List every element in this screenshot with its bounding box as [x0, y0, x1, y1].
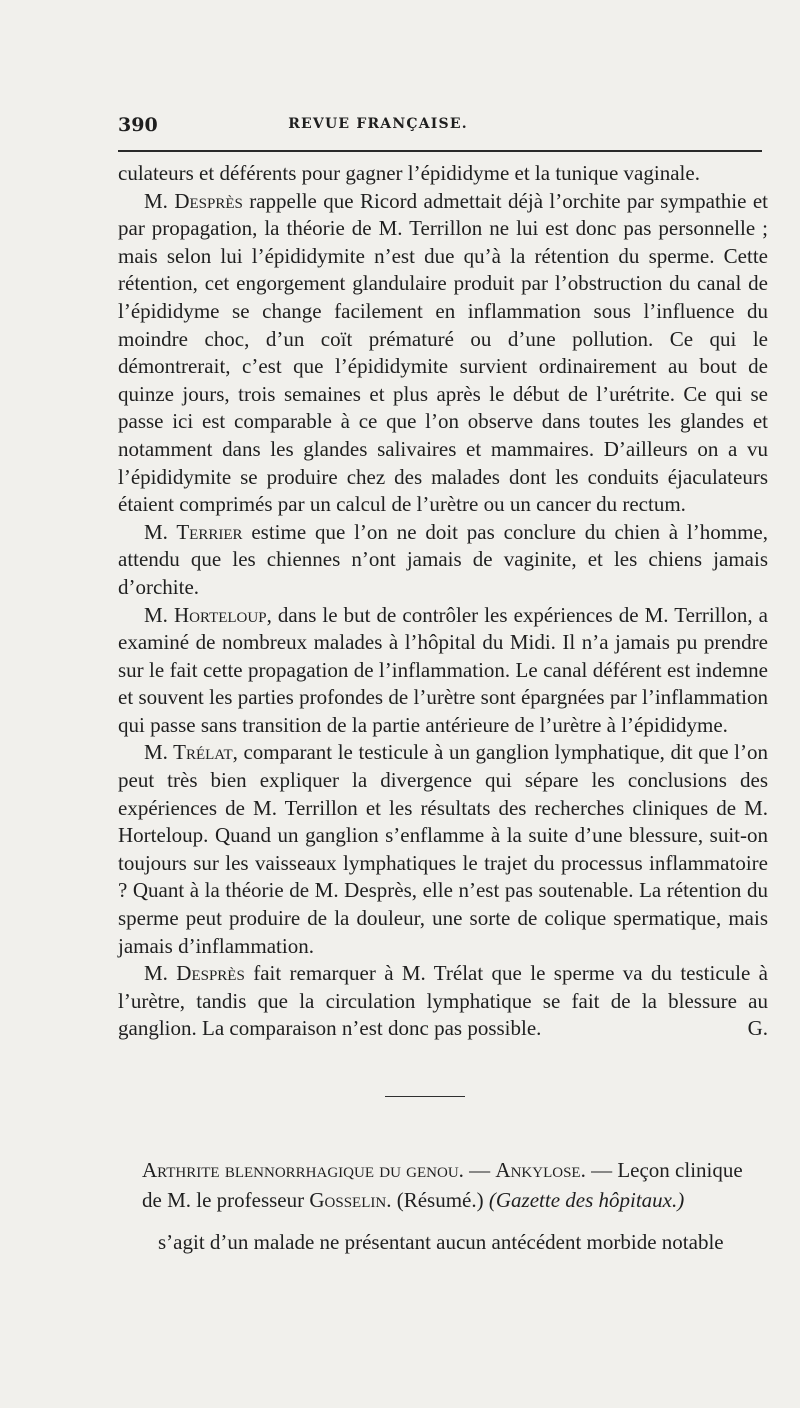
- paragraph-despres-2: [118, 960, 768, 1043]
- author-signature: G.: [747, 1016, 768, 1041]
- paragraph-text: culateurs et déférents pour gagner l’épididyme et la tunique vaginale.: [118, 161, 700, 185]
- title-separator: —: [463, 1158, 496, 1182]
- paragraph-text: rappelle que Ricord admettait déjà l’orchite par sympathie et par propagation, la théorie de M. Terrillon ne lui est donc pas personnelle ; mais selon lui l’épididymite n’est due qu’à la rétention du sperme. Cette rétention, cet engorgement glandulaire produit par l’obstruction du canal de l’épididyme se change facilement en inflammation sous l’influence du moindre choc, d’un coït prématuré ou d’une pollution. Ce qui le démontrerait, c’est que l’épididymite survient ordinairement au bout de quinze jours, trois semaines et plus après le début de l’urétrite. Ce qui se passe ici est comparable à ce que l’on observe dans toutes les glandes et notamment dans les glandes salivaires et mammaires. D’ailleurs on a vu l’épididymite se produire chez des malades dont les conduits éjaculateurs étaient comprimés par un calcul de l’urètre ou un cancer du rectum.: [118, 188, 768, 517]
- page-number: 390: [118, 114, 158, 136]
- source-citation: (Gazette des hôpitaux.): [488, 1188, 685, 1212]
- title-part-1: Arthrite blennorrhagique du genou.: [142, 1158, 464, 1182]
- paragraph-horteloup: [118, 602, 768, 740]
- byline-post: . (Résumé.): [386, 1188, 489, 1212]
- paragraph-text: fait remarquer à M. Trélat que le sperme va du testicule à l’urètre, tandis que la circulation lymphatique se fait de la blessure au ganglion. La comparaison n’est donc pas possible.: [118, 961, 769, 1041]
- article-body: [118, 160, 768, 1043]
- title-rest: — Leçon clinique: [585, 1158, 743, 1182]
- section-byline: [118, 1185, 768, 1215]
- paragraph-despres: [118, 188, 768, 519]
- title-part-2: Ankylose.: [495, 1158, 586, 1182]
- paragraph-terrier: [118, 519, 768, 602]
- header-rule: [118, 150, 762, 152]
- section-divider: [385, 1096, 465, 1097]
- speaker-name: M. Trélat,: [144, 740, 238, 765]
- paragraph-text: estime que l’on ne doit pas conclure du chien à l’homme, attendu que les chiennes n’ont jamais de vaginite, et les chiens jamais d’orchite.: [118, 519, 768, 599]
- paragraph-text: dans le but de contrôler les expériences de M. Terrillon, a examiné de nombreux malades à l’hôpital du Midi. Il n’a jamais pu prendre sur le fait cette propagation de l’inflammation. Le canal déférent est indemne et souvent les parties profondes de l’urètre sont épargnées par l’inflammation qui passe sans transition de la partie antérieure de l’urètre à l’épididyme.: [118, 602, 768, 737]
- speaker-name: M. Terrier: [144, 519, 243, 544]
- journal-title: REVUE FRANÇAISE.: [288, 116, 468, 132]
- speaker-name: M. Desprès: [144, 188, 243, 213]
- byline-pre: de M. le professeur: [142, 1188, 310, 1212]
- section-body-start: s’agit d’un malade ne présentant aucun antécédent morbide notable: [158, 1230, 724, 1254]
- professor-name: Gosselin: [309, 1188, 387, 1212]
- section-title: [118, 1155, 768, 1185]
- speaker-name: M. Horteloup,: [144, 602, 272, 627]
- paragraph-trelat: [118, 739, 768, 960]
- speaker-name: M. Desprès: [144, 961, 245, 986]
- paragraph-text: comparant le testicule à un ganglion lymphatique, dit que l’on peut très bien expliquer la divergence qui sépare les conclusions des expériences de M. Terrillon et les résultats des recherches cliniques de M. Horteloup. Quand un ganglion s’enflamme à la suite d’une blessure, suit-on toujours sur les vaisseaux lymphatiques le trajet du processus inflammatoire ? Quant à la théorie de M. Desprès, elle n’est pas soutenable. La rétention du sperme peut produire de la douleur, une sorte de colique spermatique, mais jamais d’inflammation.: [118, 740, 768, 958]
- paragraph-continuation: [118, 160, 768, 188]
- next-article: [118, 1155, 768, 1257]
- running-head: [118, 114, 768, 138]
